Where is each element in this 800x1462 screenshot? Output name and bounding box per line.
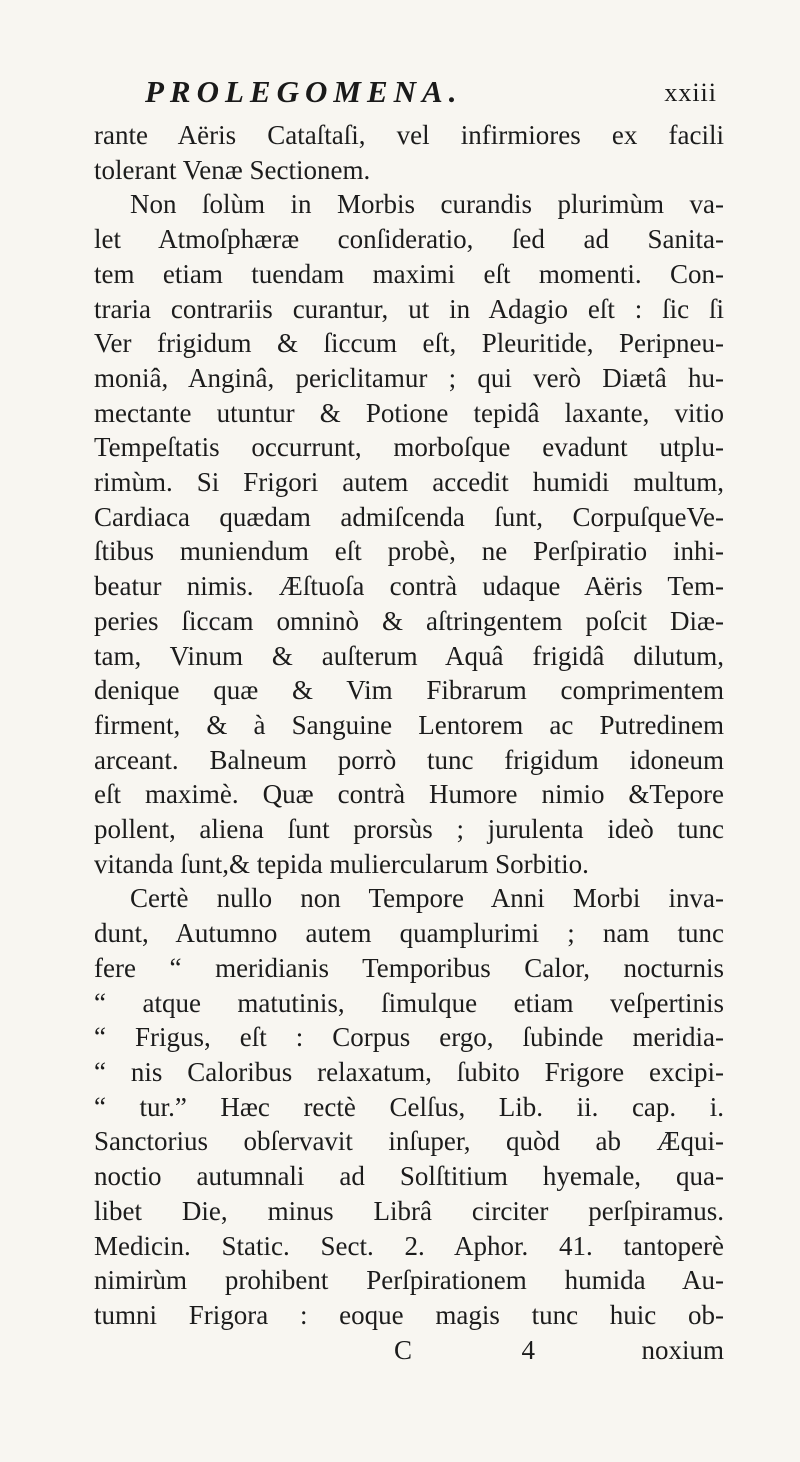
text-line: Cardiaca quædam admiſcenda ſunt, CorpuſqueVe- [94, 501, 724, 532]
running-head [145, 74, 717, 114]
text-line: Certè nullo non Tempore Anni Morbi inva- [130, 883, 724, 914]
text-line: denique quæ & Vim Fibrarum comprimentem [94, 675, 724, 706]
text-line: firment, & à Sanguine Lentorem ac Putredinem [94, 709, 724, 740]
text-line: mectante utuntur & Potione tepidâ laxante, vitio [94, 397, 724, 428]
text-line: peries ſiccam omninò & aſtringentem poſcit Diæ- [94, 605, 724, 636]
text-line: rante Aëris Cataſtaſi, vel infirmiores ex facili [94, 120, 724, 150]
running-title: PROLEGOMENA. [145, 74, 463, 109]
text-line: libet Die, minus Librâ circiter perſpiramus. [94, 1195, 724, 1226]
text-line: rimùm. Si Frigori autem accedit humidi multum, [94, 467, 724, 498]
text-line: “ atque matutinis, ſimulque etiam veſpertinis [94, 987, 724, 1018]
text-line: “ nis Caloribus relaxatum, ſubito Frigore excipi- [94, 1056, 724, 1087]
signature-mark: C 4 [394, 1334, 538, 1365]
text-line: tolerant Venæ Sectionem. [94, 154, 371, 185]
text-line: dunt, Autumno autem quamplurimi ; nam tunc [94, 918, 724, 949]
text-line: let Atmoſphæræ conſideratio, ſed ad Sanita- [94, 224, 724, 255]
text-line: Non ſolùm in Morbis curandis plurimùm va- [130, 189, 724, 220]
text-line: fere “ meridianis Temporibus Calor, nocturnis [94, 952, 724, 983]
text-line: vitanda ſunt,& tepida muliercularum Sorbitio. [94, 848, 589, 879]
text-line: Sanctorius obſervavit inſuper, quòd ab Æqui- [94, 1126, 724, 1157]
page-number: xxiii [664, 78, 717, 107]
text-line: “ Frigus, eſt : Corpus ergo, ſubinde meridia- [94, 1022, 724, 1053]
text-line: arceant. Balneum porrò tunc frigidum idoneum [94, 744, 724, 775]
text-line: pollent, aliena ſunt prorsùs ; jurulenta ideò tunc [94, 814, 724, 845]
text-line: traria contrariis curantur, ut in Adagio eſt : ſic ſi [94, 293, 724, 324]
text-line: tem etiam tuendam maximi eſt momenti. Con- [94, 258, 724, 289]
catchline [94, 1333, 724, 1368]
text-line: moniâ, Anginâ, periclitamur ; qui verò Diætâ hu- [94, 362, 724, 393]
text-line: tam, Vinum & auſterum Aquâ frigidâ dilutum, [94, 640, 724, 671]
text-line: “ tur.” Hæc rectè Celſus, Lib. ii. cap. i. [94, 1091, 724, 1122]
text-line: Tempeſtatis occurrunt, morboſque evadunt utplu- [94, 432, 724, 463]
text-line: Medicin. Static. Sect. 2. Aphor. 41. tantoperè [94, 1230, 724, 1261]
text-line: noctio autumnali ad Solſtitium hyemale, qua- [94, 1161, 724, 1192]
text-line: eſt maximè. Quæ contrà Humore nimio &Tepore [94, 779, 724, 810]
text-line: tumni Frigora : eoque magis tunc huic ob- [94, 1299, 724, 1330]
text-line: nimirùm prohibent Perſpirationem humida Au- [94, 1265, 724, 1296]
text-line: ſtibus muniendum eſt probè, ne Perſpiratio inhi- [94, 536, 724, 567]
text-line: beatur nimis. Æſtuoſa contrà udaque Aëris Tem- [94, 571, 724, 602]
text-line: Ver frigidum & ſiccum eſt, Pleuritide, Peripneu- [94, 328, 724, 359]
catchword: noxium [641, 1334, 724, 1365]
body-text [94, 118, 724, 1367]
